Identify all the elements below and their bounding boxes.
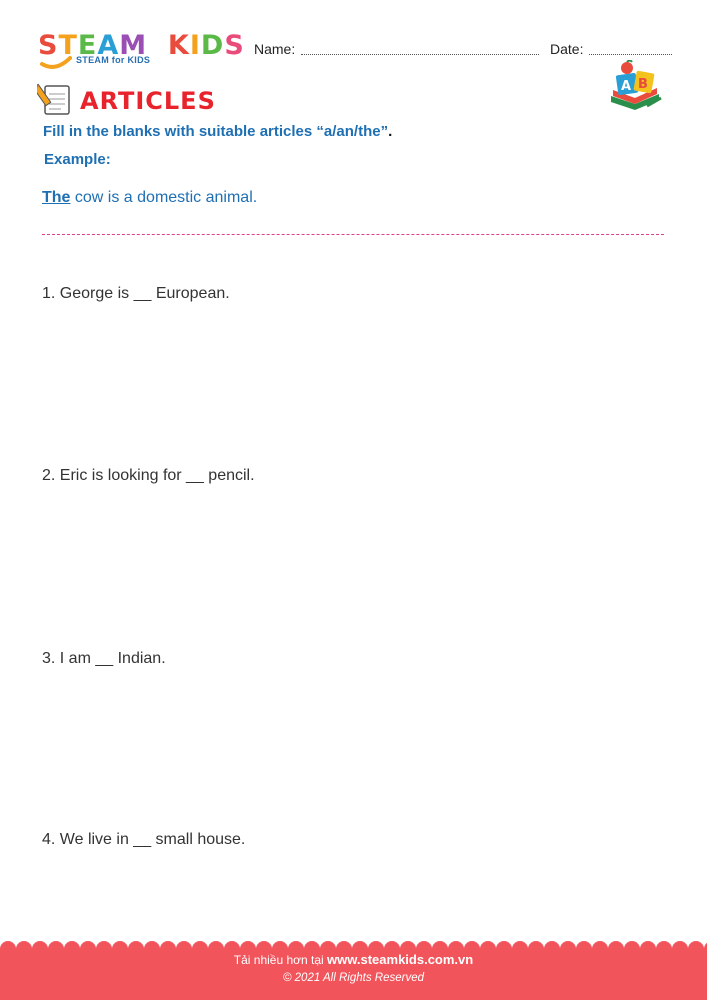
section-divider xyxy=(42,234,664,235)
footer-download-text xyxy=(0,952,707,967)
svg-text:A: A xyxy=(621,79,632,94)
example-sentence xyxy=(42,189,257,207)
question-3: 3. I am __ Indian. xyxy=(42,650,166,667)
instruction-period: . xyxy=(388,123,393,140)
logo-wordmark: STEAM KIDS xyxy=(38,30,245,61)
date-field[interactable] xyxy=(589,54,672,55)
example-answer: The xyxy=(42,189,71,206)
question-1: 1. George is __ European. xyxy=(42,285,230,302)
question-4: 4. We live in __ small house. xyxy=(42,831,246,848)
example-rest: cow is a domestic animal. xyxy=(70,189,258,206)
worksheet-pencil-icon xyxy=(37,80,73,116)
instruction-text xyxy=(43,123,392,140)
footer-site-link[interactable]: www.steamkids.com.vn xyxy=(327,952,474,967)
footer-copyright: © 2021 All Rights Reserved xyxy=(282,972,424,984)
page-title: ARTICLES xyxy=(80,87,216,115)
question-2: 2. Eric is looking for __ pencil. xyxy=(42,467,255,484)
logo-swoosh-icon xyxy=(40,50,72,72)
name-field[interactable] xyxy=(301,54,539,55)
instruction-main: Fill in the blanks with suitable articles “a/an/the” xyxy=(43,123,389,140)
date-label: Date: xyxy=(550,41,584,57)
footer-prefix: Tải nhiều hơn tại xyxy=(233,953,328,967)
svg-text:B: B xyxy=(638,77,648,92)
example-label: Example: xyxy=(44,151,111,168)
steamkids-logo xyxy=(38,30,245,70)
name-label: Name: xyxy=(254,41,296,57)
abc-book-icon xyxy=(607,60,663,112)
logo-tagline: STEAM for KIDS xyxy=(76,55,151,65)
